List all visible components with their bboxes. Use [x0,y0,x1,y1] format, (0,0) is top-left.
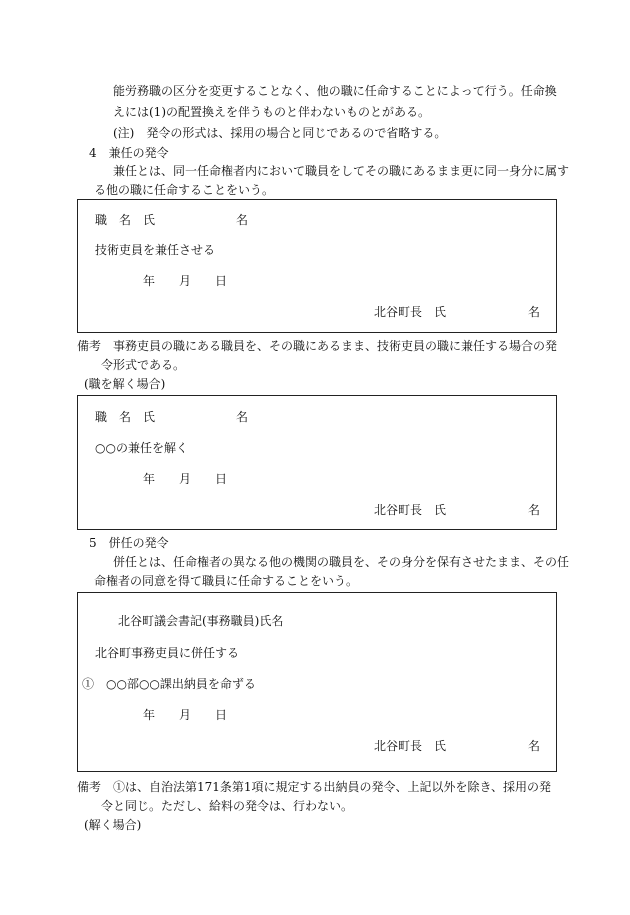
intro-note: (注) 発令の形式は、採用の場合と同じであるので省略する。 [113,126,447,140]
remark-2-line-1: 備考 ①は、自治法第171条第1項に規定する出納員の発令、上記以外を除き、採用の発 [77,780,552,794]
form-3-signer-suffix: 名 [528,739,541,753]
release-heading-2: (解く場合) [84,818,142,832]
form-2-signer-suffix: 名 [528,503,541,517]
intro-line-2: えには(1)の配置換えを伴うものと伴わないものとがある。 [113,105,431,119]
form-1-signer-suffix: 名 [528,305,541,319]
section-4-desc-1: 兼任とは、同一任命権者内において職員をしてその職にあるまま更に同一身分に属す [113,164,570,178]
form-1-order: 技術吏員を兼任させる [95,243,216,257]
section-5-desc-1: 併任とは、任命権者の異なる他の機関の職員を、その身分を保有させたまま、その任 [113,555,570,569]
intro-line-1: 能労務職の区分を変更することなく、他の職に任命することによって行う。任命換 [113,84,557,98]
form-2-order: ○○の兼任を解く [95,441,188,455]
form-2-name-suffix: 名 [236,410,249,424]
form-3-date: 年 月 日 [143,708,228,722]
form-1-name-suffix: 名 [236,213,249,227]
section-4-desc-2: る他の職に任命することをいう。 [94,183,275,197]
remark-1-line-1: 備考 事務吏員の職にある職員を、その職にあるまま、技術吏員の職に兼任する場合の発 [77,339,558,353]
form-3-signer: 北谷町長 氏 [374,739,447,753]
section-5-heading: 5 併任の発令 [89,536,169,550]
form-3-order: 北谷町事務吏員に併任する [95,646,240,660]
section-4-heading: 4 兼任の発令 [89,146,169,160]
remark-1-line-2: 令形式である。 [101,358,186,372]
remark-2-line-2: 令と同じ。ただし、給料の発令は、行わない。 [101,799,354,813]
form-1-date: 年 月 日 [143,274,228,288]
form-2-date: 年 月 日 [143,472,228,486]
form-3-item: ① ○○部○○課出納員を命ずる [82,677,256,691]
form-3-name-line: 北谷町議会書記(事務職員)氏名 [118,614,284,628]
section-5-desc-2: 命権者の同意を得て職員に任命することをいう。 [94,574,359,588]
release-heading-1: (職を解く場合) [84,377,166,391]
form-2-signer: 北谷町長 氏 [374,503,447,517]
form-1-signer: 北谷町長 氏 [374,305,447,319]
form-2-name-line: 職 名 氏 [95,410,156,424]
form-1-name-line: 職 名 氏 [95,213,156,227]
